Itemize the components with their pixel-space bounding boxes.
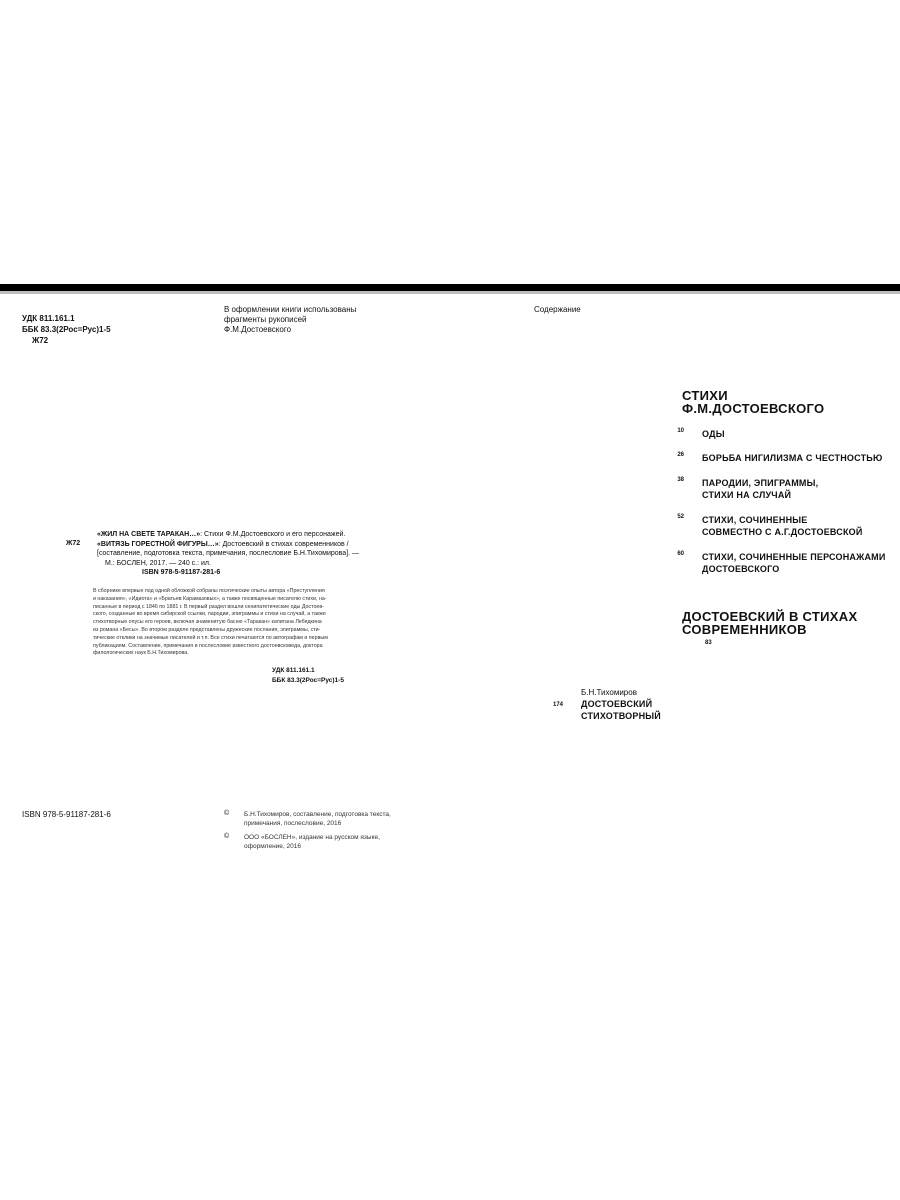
bib-title-1-rest: : Стихи Ф.М.Достоевского и его персонажей. (200, 531, 346, 538)
copyright-symbol: © (224, 833, 230, 840)
toc-page-number: 26 (677, 452, 684, 458)
section-title-line: СТИХИ (682, 388, 728, 403)
section-title-line: ДОСТОЕВСКИЙ В СТИХАХ (682, 609, 858, 624)
copyright-entry (224, 833, 391, 851)
bbk-code: ББК 83.3(2Рос=Рус)1-5 (22, 325, 111, 334)
annotation-line: публикациям. Составление, примечания и послесловие известного достоевсковеда, доктора (93, 642, 323, 649)
top-black-rule (0, 284, 900, 291)
udk-code: УДК 811.161.1 (22, 314, 75, 323)
toc-entry-title (702, 477, 818, 501)
bib-title-2: «ВИТЯЗЬ ГОРЕСТНОЙ ФИГУРЫ…» (97, 540, 219, 548)
bib-isbn: ISBN 978-5-91187-281-6 (142, 569, 221, 576)
bibliographic-record (97, 530, 397, 578)
copyright-line: ООО «БОСЛЕН», издание на русском языке, (244, 834, 380, 841)
afterword-author: Б.Н.Тихомиров (581, 688, 637, 697)
toc-title-line: СТИХИ, СОЧИНЕННЫЕ (702, 515, 808, 525)
toc-entry-title (702, 514, 863, 538)
toc-page-number: 52 (677, 514, 684, 520)
annotation-line: ского, созданные во время сибирской ссылки, пародии, эпиграммы и стихи на случай, а также (93, 611, 326, 618)
toc-entry[interactable] (664, 514, 894, 551)
section-title-line: СОВРЕМЕННИКОВ (682, 622, 807, 637)
toc-title-line: СТИХИ НА СЛУЧАЙ (702, 490, 792, 500)
toc-title-line: БОРЬБА НИГИЛИЗМА С ЧЕСТНОСТЬЮ (702, 453, 883, 463)
design-note-line: Ф.М.Достоевского (224, 325, 292, 334)
annotation-line: из романа «Бесы». Во втором разделе представлены дружеские послания, эпиграммы, сти- (93, 626, 321, 633)
toc-page-number: 38 (677, 477, 684, 483)
bib-line: М.: БОСЛЕН, 2017. — 240 с.: ил. (105, 559, 211, 567)
bib-title-2-rest: : Достоевский в стихах современников / (218, 540, 349, 548)
bib-title-1: «ЖИЛ НА СВЕТЕ ТАРАКАН…» (97, 531, 201, 538)
annotation-line: тические отклики на значимые писателей и т.п. Все стихи печатаются по автографам и первым (93, 634, 328, 641)
design-note-line: фрагменты рукописей (224, 315, 307, 324)
small-codes (272, 666, 344, 686)
afterword-title[interactable] (581, 698, 661, 722)
toc-title-line: СОВМЕСТНО С А.Г.ДОСТОЕВСКОЙ (702, 527, 863, 537)
bib-line: [составление, подготовка текста, примечания, послесловие Б.Н.Тихомирова]. — (97, 550, 360, 557)
copyright-entry (224, 810, 391, 828)
annotation-line: стихотворные опусы его героев, включая знаменитую басню «Таракан» капитана Лебядкина (93, 619, 322, 626)
copyright-line: Б.Н.Тихомиров, составление, подготовка текста, (244, 811, 391, 818)
annotation-line: писанные в период с 1846 по 1881 г. В первый раздел вошли сенипатетические оды Достоев- (93, 603, 324, 610)
copyright-symbol: © (224, 810, 230, 817)
section2-page-number: 83 (705, 640, 712, 646)
classification-codes (22, 313, 111, 346)
annotation-line: В сборнике впервые под одной обложкой собраны поэтические опыты автора «Преступления (93, 588, 325, 594)
copyright-block (224, 810, 391, 851)
toc-page-number: 10 (677, 428, 684, 434)
section-title-contemporaries[interactable] (682, 610, 857, 636)
toc-entry[interactable] (664, 477, 894, 514)
bib-mark: Ж72 (66, 540, 81, 547)
toc-entry-title (702, 452, 882, 464)
small-bbk: ББК 83.3(2Рос=Рус)1-5 (272, 677, 344, 684)
toc-title-line: СТИХИ, СОЧИНЕННЫЕ ПЕРСОНАЖАМИ (702, 552, 886, 562)
author-mark: Ж72 (32, 336, 49, 345)
section-title-line: Ф.М.ДОСТОЕВСКОГО (682, 401, 825, 416)
design-note (224, 305, 356, 335)
toc-title-line: ДОСТОЕВСКОГО (702, 564, 780, 574)
afterword-title-line: СТИХОТВОРНЫЙ (581, 711, 661, 721)
toc-title-line: ОДЫ (702, 429, 725, 439)
toc-title-line: ПАРОДИИ, ЭПИГРАММЫ, (702, 478, 819, 488)
toc-entry[interactable] (664, 428, 894, 452)
contents-label: Содержание (534, 305, 581, 314)
toc-entry-title (702, 428, 725, 440)
small-udk: УДК 811.161.1 (272, 667, 315, 674)
afterword-title-line: ДОСТОЕВСКИЙ (581, 699, 653, 709)
annotation (93, 588, 351, 658)
afterword-page-number: 174 (553, 702, 564, 708)
isbn-footer: ISBN 978-5-91187-281-6 (22, 810, 111, 819)
toc-page-number: 60 (677, 551, 684, 557)
toc-entry[interactable] (664, 452, 894, 477)
design-note-line: В оформлении книги использованы (224, 305, 357, 314)
copyright-line: примечания, послесловие, 2016 (244, 820, 342, 827)
bib-line (97, 540, 397, 550)
top-rule-shadow (0, 291, 900, 294)
copyright-line: оформление, 2016 (244, 843, 301, 850)
annotation-line: филологических наук Б.Н.Тихомирова. (93, 650, 189, 657)
toc-entry-title (702, 551, 886, 575)
contents-list (664, 428, 894, 588)
bib-line (97, 530, 397, 540)
section-title-poems (682, 389, 824, 415)
toc-entry[interactable] (664, 551, 894, 588)
annotation-line: и наказания», «Идиота» и «Братьев Карамазовых», а также посвященные писателю стихи, на- (93, 595, 327, 602)
